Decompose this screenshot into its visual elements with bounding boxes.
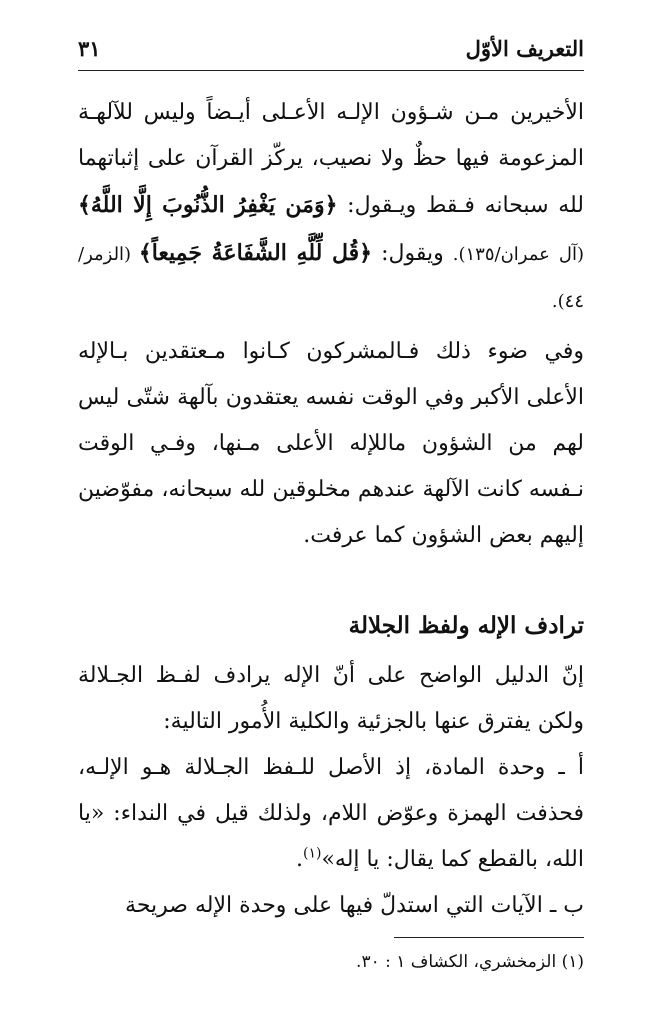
verse-reference-1-end: عمران/١٣٥). xyxy=(452,244,550,265)
paragraph-2: وفي ضوء ذلك فـالمشركون كـانوا مـعتقدين بـالإله الأعلى الأكبر وفي الوقت نفسه يعتقدون بآلهة شتّى ليس لهم من الشؤون ماللإله الأعلى مـنها، وفـي الوقت نـفسه كانت الآلهة عندهم مخلوقين لله سبحانه، مفوّضين إليهم بعض الشؤون كما عرفت. xyxy=(78,339,585,548)
footnote: (١) الزمخشري، الكشاف ١ : ٣٠. xyxy=(356,952,584,972)
paragraph-5: ب ـ الآيات التي استدلّ فيها على وحدة الإله صريحة xyxy=(125,893,584,918)
paragraph-1-line-1: الأخيرين مـن شـؤون الإلـه الأعـلى أيـضاً وليس للآلهـة xyxy=(78,100,584,125)
verse-reference-2: (الزمر/٤٤). xyxy=(78,244,584,312)
paragraph-1-says: ويقول: xyxy=(372,241,453,266)
running-title: التعريف الأوّل xyxy=(465,35,584,61)
section-heading: ترادف الإله ولفظ الجلالة xyxy=(348,612,584,639)
paragraph-4-text: أ ـ وحدة المادة، إذ الأصل للـفظ الجـلالة هـو الإلـه، فحذفت الهمزة وعوّض اللام، ولذلك قيل في النداء: «يا الله، بالقطع كما يقال: يا إله» xyxy=(78,755,584,872)
footnote-divider xyxy=(394,937,584,938)
header-divider xyxy=(78,70,584,71)
footnote-marker: (١) xyxy=(303,845,322,862)
paragraph-4: أ ـ وحدة المادة، إذ الأصل للـفظ الجـلالة هـو الإلـه، فحذفت الهمزة وعوّض اللام، ولذلك قيل في النداء: «يا الله، بالقطع كما يقال: يا إله»$^{(١)}$. xyxy=(78,755,584,872)
quran-verse-1: ﴿وَمَن يَغْفِرُ الذُّنُوبَ إِلَّا اللَّهُ﴾ xyxy=(78,192,338,218)
page-number: ٣١ xyxy=(78,35,101,61)
paragraph-1 xyxy=(78,90,584,325)
paragraph-1-line-2: المزعومة فيها حظٌ ولا نصيب، يركّز القرآن على إثباتهما xyxy=(78,146,584,171)
paragraph-3: إنّ الدليل الواضح على أنّ الإله يرادف لفـظ الجـلالة ولكن يفترق عنها بالجزئية والكلية الأُمور التالية: xyxy=(78,663,584,734)
verse-reference-1-start: (آل xyxy=(558,244,585,265)
page-header xyxy=(78,28,584,68)
quran-verse-2: ﴿قُل لِّلَّهِ الشَّفَاعَةُ جَمِيعاً﴾ xyxy=(138,240,373,266)
main-text xyxy=(78,90,584,929)
paragraph-1-line-3: لله سبحانه فـقط ويـقول: xyxy=(337,193,584,218)
